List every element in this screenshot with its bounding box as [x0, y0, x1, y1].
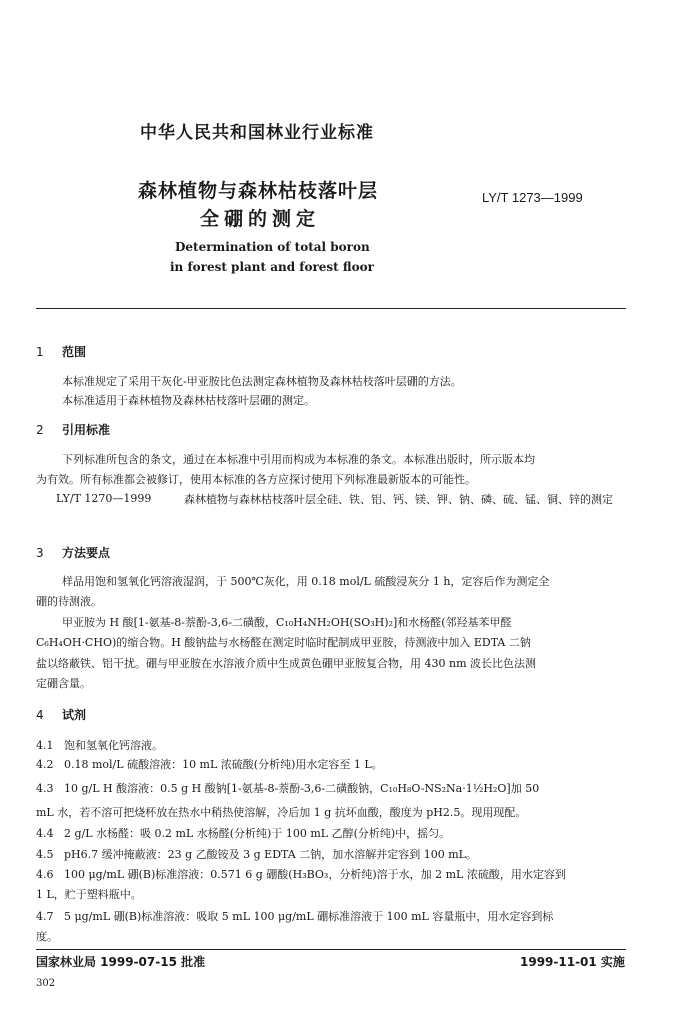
reagent-item-continuation: 1 L，贮于塑料瓶中。	[36, 888, 142, 901]
section-2-line: 为有效。所有标准都会被修订，使用本标准的各方应探讨使用下列标准最新版本的可能性。	[36, 473, 476, 486]
reagent-item	[36, 866, 630, 882]
reagent-item	[36, 846, 630, 862]
section-title: 方法要点	[62, 546, 111, 560]
section-title: 引用标准	[62, 423, 111, 437]
section-4-heading	[36, 706, 86, 723]
section-3-line: C₆H₄OH·CHO)的缩合物。H 酸钠盐与水杨醛在测定时临时配制成甲亚胺，待测液中加入 EDTA 二钠	[36, 636, 531, 649]
item-text: pH6.7 缓冲掩蔽液：23 g 乙酸铵及 3 g EDTA 二钠，加水溶解并定容到 100 mL。	[64, 848, 477, 861]
reagent-item	[36, 756, 630, 772]
item-text: 5 μg/mL 硼(B)标准溶液：吸取 5 mL 100 μg/mL 硼标准溶液于 100 mL 容量瓶中，用水定容到标	[64, 910, 554, 923]
section-title: 试剂	[62, 708, 87, 722]
approval-date: 国家林业局 1999-07-15 批准	[36, 955, 206, 969]
section-number: 1	[36, 345, 44, 359]
item-text: 0.18 mol/L 硫酸溶液：10 mL 浓硫酸(分析纯)用水定容至 1 L。	[64, 758, 383, 771]
header-divider	[36, 308, 626, 309]
section-3-line: 盐以络蔽铁、铝干扰。硼与甲亚胺在水溶液介质中生成黄色硼甲亚胺复合物，用 430 nm 波长比色法测	[36, 657, 536, 670]
reagent-item	[36, 780, 630, 796]
standard-code: LY/T 1273—1999	[482, 190, 583, 205]
section-1-line: 本标准适用于森林植物及森林枯枝落叶层硼的测定。	[62, 394, 315, 407]
section-number: 2	[36, 423, 44, 437]
reagent-item	[36, 825, 630, 841]
item-number: 4.7	[36, 910, 54, 923]
english-title-line2: in forest plant and forest floor	[170, 260, 374, 274]
reagent-item	[36, 908, 630, 924]
implementation-date: 1999-11-01 实施	[520, 955, 625, 969]
item-text: 饱和氢氧化钙溶液。	[64, 739, 163, 752]
item-number: 4.3	[36, 782, 54, 795]
section-1-line: 本标准规定了采用干灰化-甲亚胺比色法测定森林植物及森林枯枝落叶层硼的方法。	[62, 375, 462, 388]
item-number: 4.5	[36, 848, 54, 861]
issuing-authority: 中华人民共和国林业行业标准	[140, 123, 374, 143]
page-number: 302	[36, 978, 56, 989]
item-number: 4.2	[36, 758, 54, 771]
item-number: 4.1	[36, 739, 54, 752]
item-text: 2 g/L 水杨醛：吸 0.2 mL 水杨醛(分析纯)于 100 mL 乙醇(分析纯)中，摇匀。	[64, 827, 451, 840]
section-3-line: 样品用饱和氢氧化钙溶液湿润，于 500℃灰化，用 0.18 mol/L 硫酸浸灰分 1 h，定容后作为测定全	[62, 575, 550, 588]
section-3-line: 甲亚胺为 H 酸[1-氨基-8-萘酚-3,6-二磺酸，C₁₀H₄NH₂OH(SO₃H)₂]和水杨醛(邻羟基苯甲醛	[62, 616, 512, 629]
reagent-item-continuation: 度。	[36, 930, 58, 943]
item-text: 100 μg/mL 硼(B)标准溶液：0.571 6 g 硼酸(H₃BO₃，分析纯)溶于水，加 2 mL 浓硫酸，用水定容到	[64, 868, 566, 881]
section-2-line: 下列标准所包含的条文，通过在本标准中引用而构成为本标准的条文。本标准出版时，所示版本均	[62, 453, 535, 466]
item-text: 10 g/L H 酸溶液：0.5 g H 酸钠[1-氨基-8-萘酚-3,6-二磺酸钠，C₁₀H₈O-NS₂Na·1½H₂O]加 50	[64, 782, 540, 795]
section-3-line: 硼的待测液。	[36, 595, 102, 608]
section-number: 4	[36, 708, 44, 722]
reagent-item-continuation: mL 水，若不溶可把烧杯放在热水中稍热使溶解，冷后加 1 g 抗坏血酸，酸度为 pH2.5。现用现配。	[36, 806, 527, 819]
document-title-line1: 森林植物与森林枯枝落叶层	[138, 180, 379, 202]
english-title-line1: Determination of total boron	[175, 240, 370, 254]
footer-divider	[36, 949, 626, 950]
reagent-item	[36, 737, 630, 753]
section-number: 3	[36, 546, 44, 560]
section-1-heading	[36, 343, 86, 360]
reference-standard-title: 森林植物与森林枯枝落叶层全硅、铁、铝、钙、镁、钾、钠、磷、硫、锰、铜、锌的测定	[184, 493, 613, 506]
section-3-heading	[36, 544, 110, 561]
section-3-line: 定硼含量。	[36, 677, 91, 690]
section-title: 范围	[62, 345, 87, 359]
document-title-line2: 全硼的测定	[200, 208, 321, 230]
item-number: 4.6	[36, 868, 54, 881]
section-2-heading	[36, 421, 110, 438]
reference-standard-code: LY/T 1270—1999	[56, 492, 152, 505]
item-number: 4.4	[36, 827, 54, 840]
